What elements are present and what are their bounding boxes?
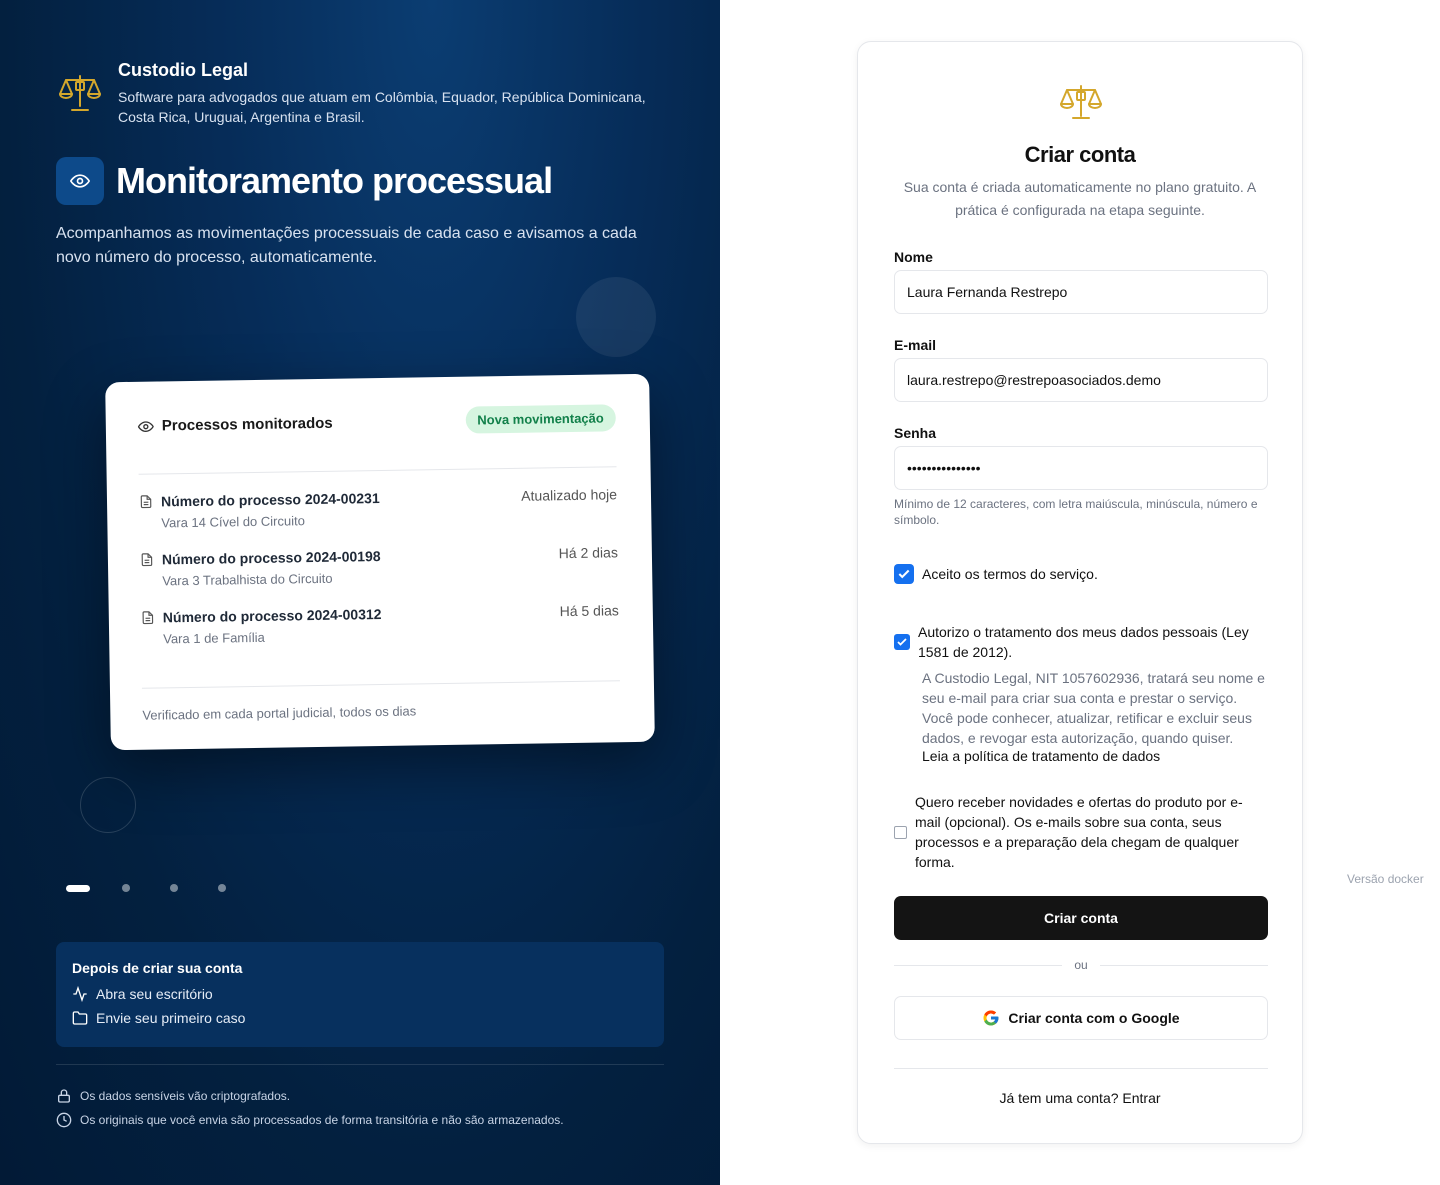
or-label: ou bbox=[1074, 958, 1088, 972]
next-step-label: Envie seu primeiro caso bbox=[96, 1010, 246, 1026]
check-icon bbox=[896, 636, 908, 648]
process-number: Número do processo 2024-00312 bbox=[162, 605, 382, 626]
document-icon bbox=[140, 553, 154, 567]
login-link[interactable]: Já tem uma conta? Entrar bbox=[999, 1090, 1161, 1106]
google-icon bbox=[982, 1009, 1000, 1027]
divider bbox=[56, 1064, 664, 1065]
process-updated: Há 2 dias bbox=[558, 544, 619, 562]
status-badge: Nova movimentação bbox=[465, 404, 616, 433]
name-field[interactable] bbox=[894, 270, 1268, 314]
process-number: Número do processo 2024-00231 bbox=[160, 489, 380, 510]
terms-checkbox[interactable] bbox=[894, 564, 914, 584]
next-step-label: Abra seu escritório bbox=[96, 986, 213, 1002]
next-steps-box bbox=[56, 942, 664, 1047]
list-item bbox=[139, 486, 618, 531]
feature-header bbox=[56, 157, 552, 205]
google-signup-button[interactable] bbox=[894, 996, 1268, 1040]
process-court: Vara 3 Trabalhista do Circuito bbox=[162, 570, 333, 589]
page-subtitle: Sua conta é criada automaticamente no plano gratuito. A prática é configurada na etapa seguinte. bbox=[903, 179, 1257, 218]
lock-icon bbox=[56, 1088, 72, 1104]
scales-logo-icon bbox=[56, 68, 104, 116]
divider bbox=[139, 466, 617, 475]
data-policy-link[interactable]: Leia a política de tratamento de dados bbox=[922, 748, 1161, 764]
scales-logo-icon bbox=[1057, 82, 1105, 122]
security-note-text: Os dados sensíveis vão criptografados. bbox=[80, 1089, 291, 1103]
feature-title: Monitoramento processual bbox=[116, 160, 553, 201]
data-consent-row bbox=[894, 622, 1274, 662]
process-court: Vara 1 de Família bbox=[163, 629, 265, 647]
carousel-dot-1[interactable] bbox=[66, 885, 90, 892]
signup-form-card bbox=[857, 41, 1303, 1144]
eye-icon bbox=[56, 157, 104, 205]
data-consent-label: Autorizo o tratamento dos meus dados pessoais (Ley 1581 de 2012). bbox=[918, 624, 1249, 660]
page-title: Criar conta bbox=[1024, 142, 1136, 167]
decorative-circle bbox=[80, 777, 136, 833]
or-divider bbox=[894, 958, 1268, 972]
marketing-label: Quero receber novidades e ofertas do produto por e-mail (opcional). Os e-mails sobre sua conta, seus processos e a preparação dela chegam de qualquer forma. bbox=[915, 794, 1243, 870]
next-step-item bbox=[72, 986, 648, 1002]
terms-checkbox-row bbox=[894, 564, 1098, 584]
list-item bbox=[140, 544, 619, 589]
security-note bbox=[56, 1088, 290, 1104]
document-icon bbox=[139, 495, 153, 509]
next-steps-title: Depois de criar sua conta bbox=[72, 960, 243, 976]
card-header bbox=[138, 415, 333, 435]
google-signup-label: Criar conta com o Google bbox=[1008, 1010, 1180, 1026]
monitored-processes-card bbox=[105, 374, 655, 750]
marketing-checkbox-row bbox=[894, 792, 1274, 872]
process-court: Vara 14 Cível do Circuito bbox=[161, 513, 306, 531]
data-consent-checkbox[interactable] bbox=[894, 634, 910, 650]
list-item bbox=[141, 602, 620, 647]
terms-label: Aceito os termos do serviço. bbox=[922, 566, 1098, 582]
check-icon bbox=[897, 567, 911, 581]
process-updated: Atualizado hoje bbox=[521, 486, 618, 504]
carousel-dot-2[interactable] bbox=[122, 884, 130, 892]
processing-note bbox=[56, 1112, 564, 1128]
data-consent-detail: A Custodio Legal, NIT 1057602936, tratará seu nome e seu e-mail para criar sua conta e prestar o serviço. Você pode conhecer, atualizar, retificar e excluir seus dados, e revogar esta autorização, quando quiser. bbox=[922, 670, 1265, 746]
decorative-circle bbox=[576, 277, 656, 357]
processing-note-text: Os originais que você envia são processados de forma transitória e não são armazenados. bbox=[80, 1113, 564, 1127]
folder-icon bbox=[72, 1010, 88, 1026]
eye-icon bbox=[138, 418, 154, 434]
carousel-dot-3[interactable] bbox=[170, 884, 178, 892]
divider bbox=[142, 680, 620, 689]
clock-icon bbox=[56, 1112, 72, 1128]
document-icon bbox=[141, 611, 155, 625]
password-hint: Mínimo de 12 caracteres, com letra maiúscula, minúscula, número e símbolo. bbox=[894, 497, 1258, 527]
version-label: Versão docker bbox=[1347, 872, 1424, 886]
process-updated: Há 5 dias bbox=[559, 602, 619, 620]
process-number: Número do processo 2024-00198 bbox=[161, 547, 381, 568]
marketing-checkbox[interactable] bbox=[894, 826, 907, 839]
password-label: Senha bbox=[894, 425, 937, 441]
brand-description: Software para advogados que atuam em Colômbia, Equador, República Dominicana, Costa Rica, Uruguai, Argentina e Brasil. bbox=[118, 89, 646, 125]
password-field[interactable] bbox=[894, 446, 1268, 490]
name-label: Nome bbox=[894, 249, 933, 265]
email-label: E-mail bbox=[894, 337, 937, 353]
carousel-dot-4[interactable] bbox=[218, 884, 226, 892]
brand-name: Custodio Legal bbox=[118, 60, 248, 80]
create-account-button[interactable]: Criar conta bbox=[894, 896, 1268, 940]
divider bbox=[894, 1068, 1268, 1069]
email-field[interactable] bbox=[894, 358, 1268, 402]
card-footer: Verificado em cada portal judicial, todos os dias bbox=[142, 703, 417, 723]
card-title: Processos monitorados bbox=[161, 414, 333, 435]
feature-description: Acompanhamos as movimentações processuais de cada caso e avisamos a cada novo número do processo, automaticamente. bbox=[56, 225, 637, 266]
carousel-dots bbox=[66, 884, 266, 892]
brand bbox=[56, 60, 678, 127]
next-step-item bbox=[72, 1010, 648, 1026]
activity-icon bbox=[72, 986, 88, 1002]
